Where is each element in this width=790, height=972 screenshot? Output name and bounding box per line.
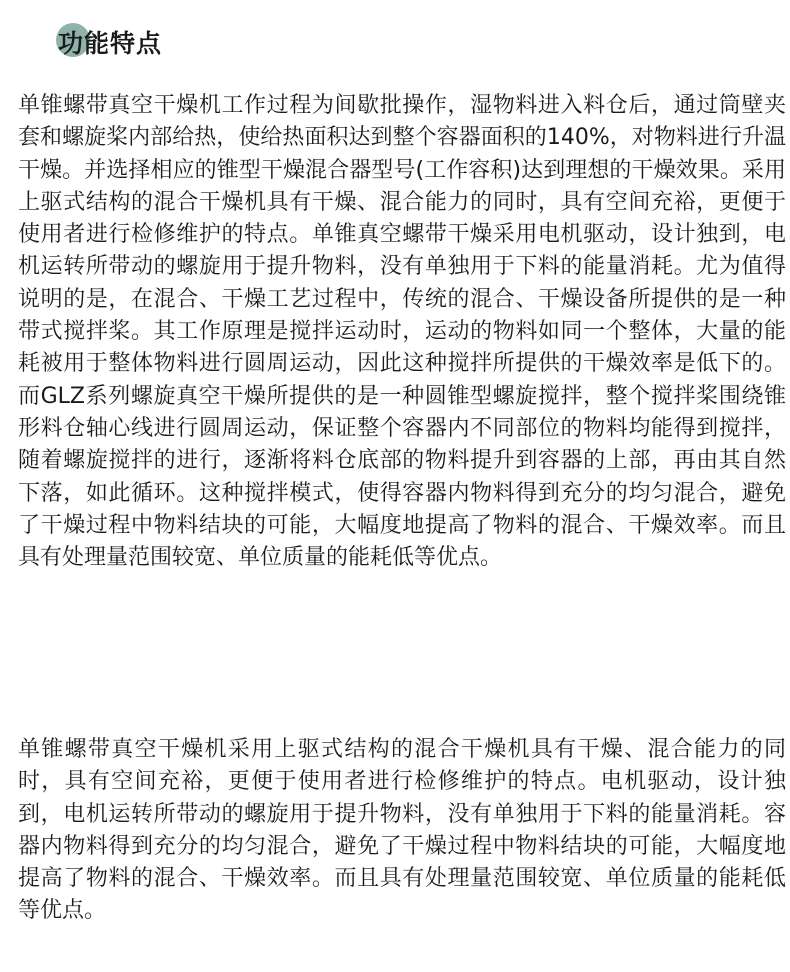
body-paragraph-2: 单锥螺带真空干燥机采用上驱式结构的混合干燥机具有干燥、混合能力的同时，具有空间充裕，更便于使用者进行检修维护的特点。电机驱动，设计独到，电机运转所带动的螺旋用于提升物料，没有单独用于下料的能量消耗。容器内物料得到充分的均匀混合，避免了干燥过程中物料结块的可能，大幅度地提高了物料的混合、干燥效率。而且具有处理量范围较宽、单位质量的能耗低等优点。 [18, 737, 786, 924]
body-paragraph-1: 单锥螺带真空干燥机工作过程为间歇批操作，湿物料进入料仓后，通过筒壁夹套和螺旋桨内部给热，使给热面积达到整个容器面积的140%，对物料进行升温干燥。并选择相应的锥型干燥混合器型号(工作容积)达到理想的干燥效果。采用上驱式结构的混合干燥机具有干燥、混合能力的同时，具有空间充裕，更便于使用者进行检修维护的特点。单锥真空螺带干燥采用电机驱动，设计独到，电机运转所带动的螺旋用于提升物料，没有单独用于下料的能量消耗。尤为值得说明的是，在混合、干燥工艺过程中，传统的混合、干燥设备所提供的是一种带式搅拌桨。其工作原理是搅拌运动时，运动的物料如同一个整体，大量的能耗被用于整体物料进行圆周运动，因此这种搅拌所提供的干燥效率是低下的。而GLZ系列螺旋真空干燥所提供的是一种圆锥型螺旋搅拌，整个搅拌桨围绕锥形料仓轴心线进行圆周运动，保证整个容器内不同部位的物料均能得到搅拌，随着螺旋搅拌的进行，逐渐将料仓底部的物料提升到容器的上部，再由其自然下落，如此循环。这种搅拌模式，使得容器内物料得到充分的均匀混合，避免了干燥过程中物料结块的可能，大幅度地提高了物料的混合、干燥效率。而且具有处理量范围较宽、单位质量的能耗低等优点。 [18, 93, 786, 571]
section-heading [56, 20, 162, 64]
section-title: 功能特点 [58, 29, 163, 58]
